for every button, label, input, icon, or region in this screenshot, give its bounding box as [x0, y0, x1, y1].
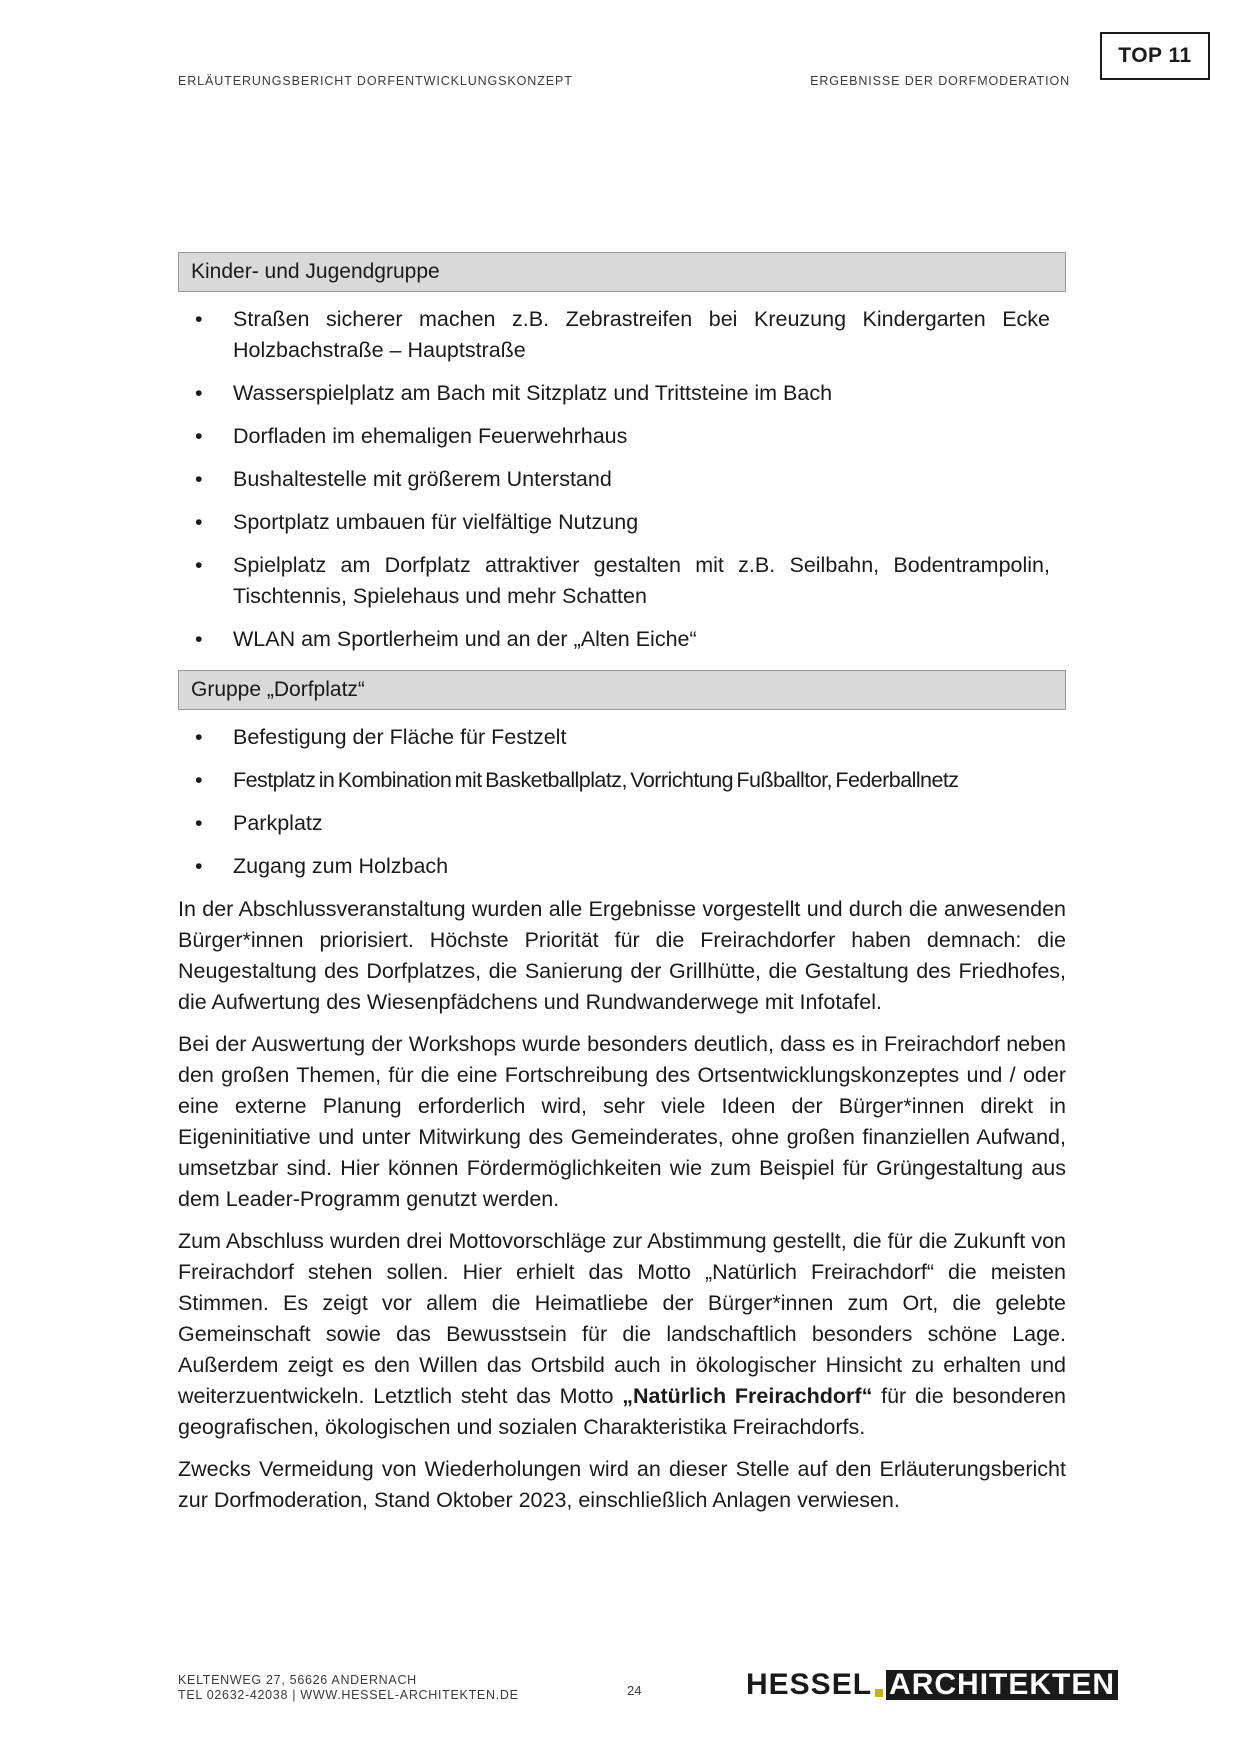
top-badge: TOP 11 [1100, 32, 1210, 80]
running-header-right: ERGEBNISSE DER DORFMODERATION [810, 74, 1070, 88]
footer-address [178, 1673, 519, 1703]
bullet-icon: • [195, 553, 203, 577]
list-item: • Sportplatz umbauen für vielfältige Nutzung [178, 507, 1066, 538]
list-item: • Straßen sicherer machen z.B. Zebrastreifen bei Kreuzung Kindergarten Ecke Holzbachstraße – Hauptstraße [178, 304, 1066, 366]
group-header-kinder-jugend: Kinder- und Jugendgruppe [178, 252, 1066, 292]
list-item: • Wasserspielplatz am Bach mit Sitzplatz und Trittsteine im Bach [178, 378, 1066, 409]
logo-dot-icon [875, 1689, 883, 1697]
bullet-list-dorfplatz [178, 722, 1066, 882]
logo-text-right: ARCHITEKTEN [886, 1670, 1118, 1700]
bullet-icon: • [195, 307, 203, 331]
logo-text-left: HESSEL [746, 1668, 873, 1701]
bullet-icon: • [195, 768, 202, 792]
list-item: • Spielplatz am Dorfplatz attraktiver gestalten mit z.B. Seilbahn, Bodentrampolin, Tischtennis, Spielehaus und mehr Schatten [178, 550, 1066, 612]
bullet-icon: • [195, 811, 203, 835]
running-header-left: ERLÄUTERUNGSBERICHT DORFENTWICKLUNGSKONZEPT [178, 74, 573, 88]
paragraph-auswertung: Bei der Auswertung der Workshops wurde besonders deutlich, dass es in Freirachdorf neben den großen Themen, für die eine Fortschreibung des Ortsentwicklungskonzeptes und / oder eine externe Planung erforderlich wird, sehr viele Ideen der Bürger*innen direkt in Eigeninitiative und unter Mitwirkung des Gemeinderates, ohne großen finanziellen Aufwand, umsetzbar sind. Hier können Fördermöglichkeiten wie zum Beispiel für Grüngestaltung aus dem Leader-Programm genutzt werden. [178, 1032, 1066, 1211]
company-logo [746, 1666, 1118, 1700]
list-item: • Bushaltestelle mit größerem Unterstand [178, 464, 1066, 495]
bullet-icon: • [195, 381, 203, 405]
paragraph-abschlussveranstaltung: In der Abschlussveranstaltung wurden alle Ergebnisse vorgestellt und durch die anwesenden Bürger*innen priorisiert. Höchste Priorität für die Freirachdorfer haben demnach: die Neugestaltung des Dorfplatzes, die Sanierung der Grillhütte, die Gestaltung des Friedhofes, die Aufwertung des Wiesenpfädchens und Rundwanderwege mit Infotafel. [178, 897, 1066, 1014]
footer-contact-line: TEL 02632-42038 | WWW.HESSEL-ARCHITEKTEN.DE [178, 1688, 519, 1702]
group-header-dorfplatz: Gruppe „Dorfplatz“ [178, 670, 1066, 710]
footer-address-line: KELTENWEG 27, 56626 ANDERNACH [178, 1673, 417, 1687]
bullet-icon: • [195, 854, 203, 878]
page-number: 24 [627, 1683, 642, 1698]
list-item: • Zugang zum Holzbach [178, 851, 1066, 882]
paragraph-motto: Zum Abschluss wurden drei Mottovorschläge zur Abstimmung gestellt, die für die Zukunft von Freirachdorf stehen sollen. Hier erhielt das Motto „Natürlich Freirachdorf“ die meisten Stimmen. Es zeigt vor allem die Heimatliebe der Bürger*innen zum Ort, die gelebte Gemeinschaft sowie das Bewusstsein für die landschaftlich besonders schöne Lage. Außerdem zeigt es den Willen das Ortsbild auch in ökologischer Hinsicht zu erhalten und weiterzuentwickeln. Letztlich steht das Motto „Natürlich Freirachdorf“ für die besonderen geografischen, ökologischen und sozialen Charakteristika Freirachdorfs. [178, 1229, 1067, 1439]
bullet-icon: • [195, 467, 203, 491]
list-item: • WLAN am Sportlerheim und an der „Alten Eiche“ [178, 624, 1066, 655]
page-content [178, 252, 1066, 1516]
list-item: • Festplatz in Kombination mit Basketballplatz, Vorrichtung Fußballtor, Federballnetz [178, 765, 1066, 796]
bullet-icon: • [195, 510, 203, 534]
paragraph-verweis: Zwecks Vermeidung von Wiederholungen wird an dieser Stelle auf den Erläuterungsbericht zur Dorfmoderation, Stand Oktober 2023, einschließlich Anlagen verwiesen. [178, 1457, 1066, 1512]
bullet-icon: • [195, 424, 203, 448]
list-item: • Dorfladen im ehemaligen Feuerwehrhaus [178, 421, 1066, 452]
list-item: • Befestigung der Fläche für Festzelt [178, 722, 1066, 753]
bullet-icon: • [195, 725, 203, 749]
motto-bold: „Natürlich Freirachdorf“ [622, 1384, 873, 1408]
bullet-list-kinder-jugend [178, 304, 1066, 655]
list-item: • Parkplatz [178, 808, 1066, 839]
bullet-icon: • [195, 627, 203, 651]
